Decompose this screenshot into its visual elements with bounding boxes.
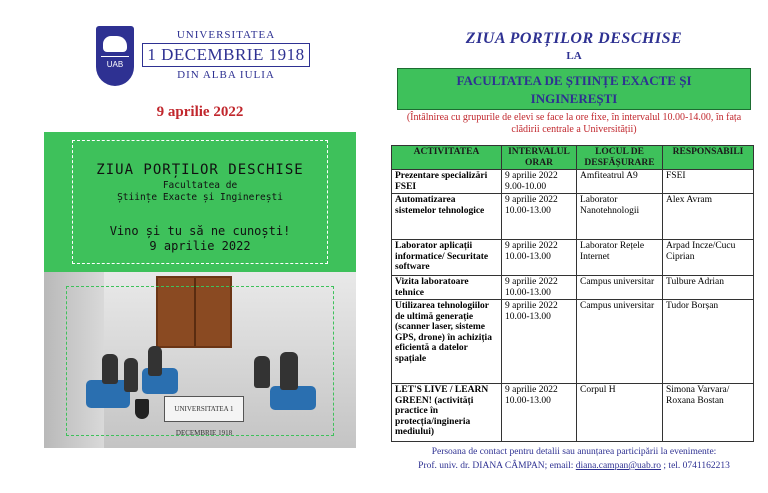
event-poster: [44, 132, 356, 448]
page-title: ZIUA PORȚILOR DESCHISE: [465, 30, 683, 47]
time-text: 10.00-13.00: [505, 251, 551, 262]
contact-name: Prof. univ. dr. DIANA CÂMPAN; email:: [418, 461, 576, 471]
responsible-cell: Arpad Incze/Cucu Ciprian: [663, 240, 754, 276]
table-row: [392, 384, 754, 442]
time-text: 10.00-13.00: [505, 287, 551, 298]
meeting-note: [386, 112, 762, 136]
responsible-cell: Simona Varvara/ Roxana Bostan: [663, 384, 754, 442]
date-text: 9 aprilie 2022: [505, 277, 558, 287]
table-row: [392, 170, 754, 194]
responsible-cell: Tulbure Adrian: [663, 276, 754, 300]
meeting-note-line: (Întâlnirea cu grupurile de elevi se face la ore fixe, în intervalul 10.00-14.00, în fața: [406, 112, 742, 123]
university-name-line2: 1 DECEMBRIE 1918: [142, 43, 310, 67]
time-text: 9.00-10.00: [505, 181, 547, 192]
poster-tagline: [44, 224, 356, 254]
poster-subtitle-line: Științe Exacte și Inginerești: [117, 192, 283, 203]
poster-subtitle: [44, 180, 356, 204]
contact-email-link[interactable]: diana.campan@uab.ro: [575, 461, 662, 471]
column-header: ACTIVITATEA: [392, 146, 502, 170]
date-text: 9 aprilie 2022: [505, 171, 558, 181]
faculty-banner-line: FACULTATEA DE ȘTIINȚE EXACTE ȘI: [456, 73, 692, 88]
date-text: 9 aprilie 2022: [505, 195, 558, 205]
activity-cell: Automatizarea sistemelor tehnologice: [392, 194, 502, 240]
interval-cell: [502, 170, 577, 194]
place-cell: Campus universitar: [577, 276, 663, 300]
poster-tagline-line: 9 aprilie 2022: [149, 239, 251, 253]
interval-cell: [502, 240, 577, 276]
contact-phone: ; tel. 0741162213: [661, 461, 730, 471]
column-header: LOCUL DE DESFĂȘURARE: [577, 146, 663, 170]
meeting-note-line: clădirii centrale a Universității): [511, 124, 637, 135]
time-text: 10.00-13.00: [505, 311, 551, 322]
contact-info: [386, 445, 762, 473]
university-name: [142, 28, 310, 82]
poster-logo-text: UNIVERSITATEA 1 DECEMBRIE 1918: [174, 405, 234, 437]
interval-cell: [502, 384, 577, 442]
activity-cell: Vizita laboratoare tehnice: [392, 276, 502, 300]
university-name-line3: DIN ALBA IULIA: [177, 69, 275, 81]
faculty-banner: [397, 68, 751, 110]
place-cell: Laborator Rețele Internet: [577, 240, 663, 276]
interval-cell: [502, 276, 577, 300]
table-header-row: [392, 146, 754, 170]
date-text: 9 aprilie 2022: [505, 385, 558, 395]
activity-cell: Utilizarea tehnologiilor de ultimă generație (scanner laser, sisteme GPS, drone) în achiziția eficientă a datelor spațiale: [392, 300, 502, 384]
university-name-line1: UNIVERSITATEA: [176, 29, 276, 41]
table-row: [392, 276, 754, 300]
university-logo: [96, 26, 311, 88]
students-photo: [44, 272, 356, 448]
poster-title: ZIUA PORȚILOR DESCHISE: [96, 162, 304, 178]
photo-dashed-frame: [66, 286, 334, 436]
faculty-banner-line: INGINEREȘTI: [530, 91, 618, 106]
time-text: 10.00-13.00: [505, 205, 551, 216]
event-date: 9 aprilie 2022: [156, 104, 244, 120]
schedule-table: [391, 145, 754, 442]
activity-cell: Laborator aplicații informatice/ Securitate software: [392, 240, 502, 276]
responsible-cell: FSEI: [663, 170, 754, 194]
interval-cell: [502, 300, 577, 384]
responsible-cell: Tudor Borșan: [663, 300, 754, 384]
date-text: 9 aprilie 2022: [505, 301, 558, 311]
activity-cell: LET'S LIVE / LEARN GREEN! (activități practice în protecția/ingineria mediului): [392, 384, 502, 442]
column-header: RESPONSABILI: [663, 146, 754, 170]
place-cell: Amfiteatrul A9: [577, 170, 663, 194]
column-header: INTERVALUL ORAR: [502, 146, 577, 170]
contact-line1: Persoana de contact pentru detalii sau anunțarea participării la evenimente:: [431, 447, 717, 457]
title-connector: LA: [566, 50, 582, 62]
place-cell: Laborator Nanotehnologii: [577, 194, 663, 240]
time-text: 10.00-13.00: [505, 395, 551, 406]
poster-green-panel: [44, 132, 356, 272]
responsible-cell: Alex Avram: [663, 194, 754, 240]
table-row: [392, 300, 754, 384]
place-cell: Campus universitar: [577, 300, 663, 384]
she-wolf-shield-icon: [96, 26, 134, 86]
date-text: 9 aprilie 2022: [505, 241, 558, 251]
table-row: [392, 194, 754, 240]
place-cell: Corpul H: [577, 384, 663, 442]
contact-line2: [386, 459, 762, 473]
poster-subtitle-line: Facultatea de: [162, 180, 238, 191]
table-row: [392, 240, 754, 276]
interval-cell: [502, 194, 577, 240]
activity-cell: Prezentare specializări FSEI: [392, 170, 502, 194]
shield-text: UAB: [106, 60, 124, 69]
poster-tagline-line: Vino și tu să ne cunoști!: [109, 224, 291, 238]
